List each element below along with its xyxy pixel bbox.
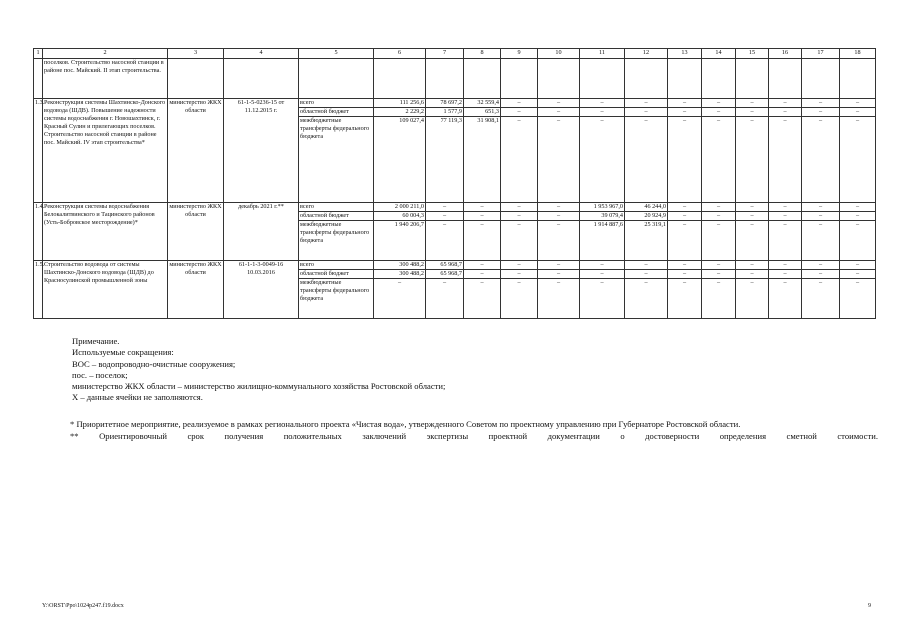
executor: министерство ЖКХ области xyxy=(168,261,224,319)
value-cell: – xyxy=(668,221,702,261)
footnote-2: ** Ориентировочный срок получения положительных заключений экспертизы проектной документации о достоверности определения сметной стоимости. xyxy=(70,431,878,441)
value-cell: – xyxy=(736,212,769,221)
value-cell: 2 229,2 xyxy=(374,108,426,117)
continuation-text: поселков. Строительство насосной станции в районе пос. Майский. II этап строительства. xyxy=(43,59,168,99)
row-number: 1.4. xyxy=(34,203,43,261)
value-cell: – xyxy=(802,108,840,117)
value-cell: – xyxy=(538,270,580,279)
value-cell: – xyxy=(840,99,876,108)
value-cell: – xyxy=(538,221,580,261)
header-cell: 16 xyxy=(769,49,802,59)
value-cell: – xyxy=(580,117,625,203)
footnote-1: * Приоритетное мероприятие, реализуемое в рамках регионального проекта «Чистая вода», утвержденного Советом по проектному управлению при Губернаторе Ростовской области. xyxy=(70,419,741,429)
value-cell: – xyxy=(769,212,802,221)
document-ref: 61-1-5-0236-15 от 11.12.2015 г. xyxy=(224,99,299,203)
value-cell: – xyxy=(625,99,668,108)
source-label: межбюджетные трансферты федерального бюджета xyxy=(299,117,374,203)
table-row xyxy=(34,261,876,270)
value-cell: – xyxy=(426,279,464,319)
header-cell: 3 xyxy=(168,49,224,59)
value-cell: – xyxy=(426,212,464,221)
source-label: межбюджетные трансферты федерального бюджета xyxy=(299,221,374,261)
value-cell: – xyxy=(501,261,538,270)
value-cell: – xyxy=(668,212,702,221)
value-cell: – xyxy=(501,108,538,117)
value-cell: – xyxy=(840,261,876,270)
header-cell: 12 xyxy=(625,49,668,59)
value-cell: – xyxy=(802,270,840,279)
measure-name: Строительство водовода от системы Шахтинско-Донского водовода (ШДВ) до Красносулинской промышленной зоны xyxy=(43,261,168,319)
value-cell: 1 577,9 xyxy=(426,108,464,117)
value-cell: 1 940 206,7 xyxy=(374,221,426,261)
value-cell: – xyxy=(668,261,702,270)
value-cell: – xyxy=(769,99,802,108)
header-cell: 6 xyxy=(374,49,426,59)
value-cell: – xyxy=(668,117,702,203)
value-cell: – xyxy=(702,279,736,319)
value-cell: – xyxy=(802,261,840,270)
value-cell: – xyxy=(702,221,736,261)
header-cell: 18 xyxy=(840,49,876,59)
value-cell: – xyxy=(501,203,538,212)
value-cell: 31 908,1 xyxy=(464,117,501,203)
value-cell: – xyxy=(769,203,802,212)
header-cell: 17 xyxy=(802,49,840,59)
document-ref: декабрь 2021 г.** xyxy=(224,203,299,261)
value-cell: – xyxy=(736,108,769,117)
source-label: межбюджетные трансферты федерального бюджета xyxy=(299,279,374,319)
measure-name: Реконструкция системы Шахтинско-Донского водовода (ШДВ). Повышение надежности системы водоснабжения г. Новошахтинск, г. Красный Сулин и прилегающих поселков. Строительство насосной станции в районе пос. Майский. IV этап строительства* xyxy=(43,99,168,203)
value-cell: – xyxy=(464,270,501,279)
value-cell: – xyxy=(668,108,702,117)
value-cell: – xyxy=(426,221,464,261)
value-cell: 300 488,2 xyxy=(374,270,426,279)
value-cell: – xyxy=(802,99,840,108)
source-label: всего xyxy=(299,99,374,108)
table-row xyxy=(34,59,876,99)
abbreviation-item: министерство ЖКХ области – министерство жилищно-коммунального хозяйства Ростовской области; xyxy=(72,381,446,392)
value-cell: – xyxy=(736,270,769,279)
value-cell: 46 244,0 xyxy=(625,203,668,212)
value-cell: 20 924,9 xyxy=(625,212,668,221)
value-cell: – xyxy=(668,99,702,108)
header-cell: 8 xyxy=(464,49,501,59)
value-cell: – xyxy=(802,279,840,319)
value-cell: 77 119,3 xyxy=(426,117,464,203)
program-table xyxy=(33,48,876,319)
header-cell: 2 xyxy=(43,49,168,59)
value-cell: – xyxy=(702,99,736,108)
value-cell: 78 697,2 xyxy=(426,99,464,108)
value-cell: – xyxy=(426,203,464,212)
table-row xyxy=(34,99,876,108)
value-cell: – xyxy=(702,108,736,117)
value-cell: – xyxy=(501,279,538,319)
source-label: областной бюджет xyxy=(299,108,374,117)
value-cell: – xyxy=(501,99,538,108)
value-cell: – xyxy=(802,203,840,212)
value-cell: – xyxy=(464,212,501,221)
header-row xyxy=(34,49,876,59)
notes-title: Примечание. xyxy=(72,336,120,346)
value-cell: – xyxy=(840,221,876,261)
value-cell: – xyxy=(702,270,736,279)
value-cell: – xyxy=(769,279,802,319)
source-label: областной бюджет xyxy=(299,270,374,279)
value-cell: – xyxy=(625,279,668,319)
value-cell: – xyxy=(736,203,769,212)
value-cell: – xyxy=(464,221,501,261)
value-cell: 1 953 967,0 xyxy=(580,203,625,212)
value-cell: – xyxy=(625,117,668,203)
file-path: Y:\ORST\Ppo\1024p247.f19.docx xyxy=(42,603,124,609)
value-cell: – xyxy=(625,108,668,117)
value-cell: – xyxy=(802,117,840,203)
value-cell: 1 914 887,6 xyxy=(580,221,625,261)
document-ref: 61-1-1-3-0049-16 10.03.2016 xyxy=(224,261,299,319)
value-cell: – xyxy=(702,203,736,212)
value-cell: – xyxy=(538,279,580,319)
value-cell: – xyxy=(501,221,538,261)
value-cell: – xyxy=(538,261,580,270)
value-cell: 651,3 xyxy=(464,108,501,117)
value-cell: – xyxy=(736,279,769,319)
value-cell: – xyxy=(501,270,538,279)
header-cell: 14 xyxy=(702,49,736,59)
header-cell: 13 xyxy=(668,49,702,59)
value-cell: – xyxy=(580,270,625,279)
value-cell: – xyxy=(538,117,580,203)
value-cell: – xyxy=(702,261,736,270)
value-cell: 109 027,4 xyxy=(374,117,426,203)
value-cell: – xyxy=(538,203,580,212)
value-cell: – xyxy=(769,221,802,261)
value-cell: – xyxy=(501,117,538,203)
value-cell: 111 256,6 xyxy=(374,99,426,108)
footnotes-block xyxy=(42,418,878,442)
value-cell: – xyxy=(538,212,580,221)
source-label: областной бюджет xyxy=(299,212,374,221)
header-cell: 11 xyxy=(580,49,625,59)
executor: министерство ЖКХ области xyxy=(168,99,224,203)
value-cell: – xyxy=(840,117,876,203)
value-cell: – xyxy=(538,99,580,108)
table-row xyxy=(34,203,876,212)
header-cell: 10 xyxy=(538,49,580,59)
value-cell: – xyxy=(374,279,426,319)
value-cell: – xyxy=(580,99,625,108)
executor: министерство ЖКХ области xyxy=(168,203,224,261)
abbreviation-item: ВОС – водопроводно-очистные сооружения; xyxy=(72,358,236,369)
abbreviation-item: пос. – поселок; xyxy=(72,369,128,380)
value-cell: – xyxy=(702,117,736,203)
value-cell: – xyxy=(840,279,876,319)
value-cell: – xyxy=(736,117,769,203)
value-cell: 25 319,1 xyxy=(625,221,668,261)
value-cell: 65 968,7 xyxy=(426,270,464,279)
header-cell: 15 xyxy=(736,49,769,59)
value-cell: – xyxy=(736,99,769,108)
value-cell: – xyxy=(580,108,625,117)
value-cell: – xyxy=(625,270,668,279)
header-cell: 9 xyxy=(501,49,538,59)
source-label: всего xyxy=(299,203,374,212)
value-cell: – xyxy=(802,212,840,221)
value-cell: – xyxy=(840,212,876,221)
value-cell: – xyxy=(580,279,625,319)
value-cell: – xyxy=(464,203,501,212)
row-number: 1.5. xyxy=(34,261,43,319)
abbreviations-title: Используемые сокращения: xyxy=(72,347,174,358)
value-cell: – xyxy=(464,279,501,319)
value-cell: – xyxy=(625,261,668,270)
value-cell: 32 559,4 xyxy=(464,99,501,108)
value-cell: – xyxy=(769,270,802,279)
value-cell: – xyxy=(736,261,769,270)
value-cell: – xyxy=(702,212,736,221)
header-cell: 7 xyxy=(426,49,464,59)
value-cell: – xyxy=(668,270,702,279)
value-cell: 39 079,4 xyxy=(580,212,625,221)
header-cell: 1 xyxy=(34,49,43,59)
value-cell: – xyxy=(769,261,802,270)
value-cell: – xyxy=(802,221,840,261)
value-cell: – xyxy=(668,279,702,319)
page-number: 9 xyxy=(868,603,871,609)
measure-name: Реконструкция системы водоснабжения Белокалитвинского и Тацинского районов (Усть-Бобровское месторождение)* xyxy=(43,203,168,261)
value-cell: – xyxy=(736,221,769,261)
value-cell: – xyxy=(501,212,538,221)
value-cell: 60 004,3 xyxy=(374,212,426,221)
value-cell: – xyxy=(840,270,876,279)
value-cell: – xyxy=(580,261,625,270)
value-cell: – xyxy=(538,108,580,117)
header-cell: 5 xyxy=(299,49,374,59)
value-cell: – xyxy=(769,108,802,117)
value-cell: 65 968,7 xyxy=(426,261,464,270)
value-cell: – xyxy=(769,117,802,203)
value-cell: 2 000 211,0 xyxy=(374,203,426,212)
value-cell: 300 488,2 xyxy=(374,261,426,270)
abbreviation-item: Х – данные ячейки не заполняются. xyxy=(72,392,203,403)
row-number: 1.3. xyxy=(34,99,43,203)
notes-block xyxy=(72,336,872,404)
source-label: всего xyxy=(299,261,374,270)
value-cell: – xyxy=(668,203,702,212)
value-cell: – xyxy=(840,108,876,117)
value-cell: – xyxy=(840,203,876,212)
header-cell: 4 xyxy=(224,49,299,59)
value-cell: – xyxy=(464,261,501,270)
